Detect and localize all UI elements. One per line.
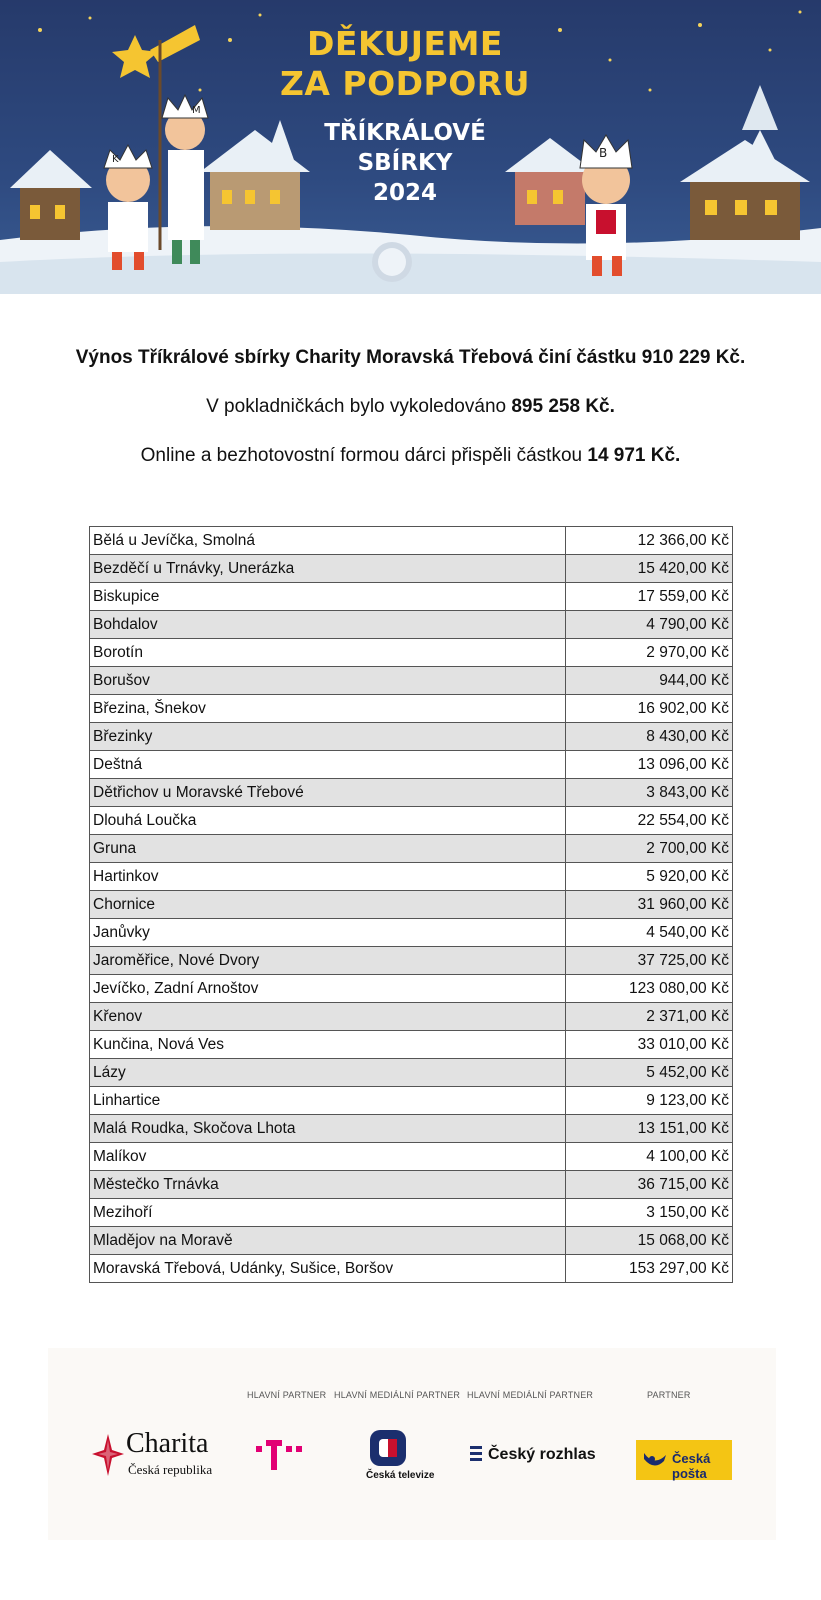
header-banner [0, 0, 821, 294]
row-place: Bohdalov [90, 611, 566, 639]
row-amount: 31 960,00 Kč [566, 891, 733, 919]
row-place: Městečko Trnávka [90, 1171, 566, 1199]
table-row [90, 779, 733, 807]
banner-subtitle-line-3: 2024 [372, 180, 437, 206]
cesky-rozhlas-logo-text: Český rozhlas [488, 1446, 596, 1463]
row-amount: 4 540,00 Kč [566, 919, 733, 947]
telekom-logo-icon [256, 1440, 312, 1472]
table-row [90, 1199, 733, 1227]
ceska-televize-logo-icon [370, 1430, 406, 1468]
banner-subtitle-line-1: TŘÍKRÁLOVÉ [324, 120, 486, 146]
row-amount: 17 559,00 Kč [566, 583, 733, 611]
row-place: Lázy [90, 1059, 566, 1087]
row-place: Bezděčí u Trnávky, Unerázka [90, 555, 566, 583]
row-place: Malíkov [90, 1143, 566, 1171]
row-amount: 15 420,00 Kč [566, 555, 733, 583]
table-row [90, 723, 733, 751]
crown-letter-b: B [599, 146, 608, 160]
charita-logo-text: Charita [126, 1428, 209, 1459]
row-amount: 12 366,00 Kč [566, 527, 733, 555]
row-amount: 5 920,00 Kč [566, 863, 733, 891]
results-table [89, 526, 733, 1283]
table-row [90, 1087, 733, 1115]
row-place: Mezihoří [90, 1199, 566, 1227]
table-row [90, 919, 733, 947]
row-amount: 33 010,00 Kč [566, 1031, 733, 1059]
table-row [90, 807, 733, 835]
row-amount: 37 725,00 Kč [566, 947, 733, 975]
table-row [90, 947, 733, 975]
collection-results-table [89, 526, 733, 1283]
banner-subtitle-line-2: SBÍRKY [357, 150, 453, 176]
label-main-partner: HLAVNÍ PARTNER [247, 1390, 327, 1400]
row-place: Chornice [90, 891, 566, 919]
crown-letter-m: M [192, 105, 201, 116]
ceska-posta-logo [636, 1440, 732, 1480]
charita-logo-subtext: Česká republika [128, 1462, 213, 1477]
online-donations-value: 14 971 Kč. [587, 445, 681, 466]
table-row [90, 1227, 733, 1255]
row-amount: 36 715,00 Kč [566, 1171, 733, 1199]
cash-boxes-value: 895 258 Kč. [511, 396, 615, 417]
label-partner: PARTNER [647, 1390, 691, 1400]
results-table-body [90, 527, 733, 1283]
row-amount: 2 700,00 Kč [566, 835, 733, 863]
online-donations-label: Online a bezhotovostní formou dárci přispěli částkou [140, 445, 588, 466]
table-row [90, 695, 733, 723]
banner-title-line-2: ZA PODPORU [279, 64, 531, 103]
row-place: Křenov [90, 1003, 566, 1031]
row-amount: 13 151,00 Kč [566, 1115, 733, 1143]
row-amount: 15 068,00 Kč [566, 1227, 733, 1255]
table-row [90, 1115, 733, 1143]
row-place: Biskupice [90, 583, 566, 611]
row-place: Deštná [90, 751, 566, 779]
cesky-rozhlas-logo-icon [470, 1446, 484, 1466]
banner-title [250, 24, 560, 104]
crown-letter-k: K [112, 154, 119, 165]
row-amount: 4 790,00 Kč [566, 611, 733, 639]
row-place: Mladějov na Moravě [90, 1227, 566, 1255]
row-amount: 4 100,00 Kč [566, 1143, 733, 1171]
row-place: Moravská Třebová, Udánky, Sušice, Boršov [90, 1255, 566, 1283]
row-amount: 153 297,00 Kč [566, 1255, 733, 1283]
post-horn-icon [642, 1449, 668, 1471]
banner-title-line-1: DĚKUJEME [307, 24, 503, 63]
cash-boxes-label: V pokladničkách bylo vykoledováno [206, 396, 512, 417]
table-row [90, 863, 733, 891]
table-row [90, 891, 733, 919]
table-row [90, 639, 733, 667]
row-amount: 123 080,00 Kč [566, 975, 733, 1003]
ceska-posta-logo-text: Česká pošta [672, 1451, 711, 1481]
online-donations-text [0, 444, 821, 468]
cash-boxes-text [0, 395, 821, 419]
row-amount: 3 843,00 Kč [566, 779, 733, 807]
row-amount: 2 371,00 Kč [566, 1003, 733, 1031]
table-row [90, 555, 733, 583]
table-row [90, 527, 733, 555]
row-place: Gruna [90, 835, 566, 863]
row-place: Dětřichov u Moravské Třebové [90, 779, 566, 807]
row-amount: 9 123,00 Kč [566, 1087, 733, 1115]
row-amount: 3 150,00 Kč [566, 1199, 733, 1227]
row-amount: 944,00 Kč [566, 667, 733, 695]
table-row [90, 975, 733, 1003]
table-row [90, 1255, 733, 1283]
row-amount: 13 096,00 Kč [566, 751, 733, 779]
row-place: Borotín [90, 639, 566, 667]
row-place: Bělá u Jevíčka, Smolná [90, 527, 566, 555]
charita-cross-icon [90, 1432, 126, 1478]
row-place: Hartinkov [90, 863, 566, 891]
intro-summary [0, 346, 821, 493]
total-yield-text: Výnos Tříkrálové sbírky Charity Moravská Třebová činí částku 910 229 Kč. [75, 347, 746, 368]
row-place: Březina, Šnekov [90, 695, 566, 723]
table-row [90, 751, 733, 779]
banner-subtitle [290, 118, 520, 208]
row-amount: 5 452,00 Kč [566, 1059, 733, 1087]
table-row [90, 1031, 733, 1059]
table-row [90, 1143, 733, 1171]
row-amount: 8 430,00 Kč [566, 723, 733, 751]
label-media-partner-1: HLAVNÍ MEDIÁLNÍ PARTNER [334, 1390, 461, 1400]
row-amount: 16 902,00 Kč [566, 695, 733, 723]
table-row [90, 1171, 733, 1199]
table-row [90, 667, 733, 695]
table-row [90, 835, 733, 863]
table-row [90, 1003, 733, 1031]
row-place: Jaroměřice, Nové Dvory [90, 947, 566, 975]
label-media-partner-2: HLAVNÍ MEDIÁLNÍ PARTNER [467, 1390, 594, 1400]
table-row [90, 611, 733, 639]
row-place: Březinky [90, 723, 566, 751]
row-place: Janůvky [90, 919, 566, 947]
row-amount: 2 970,00 Kč [566, 639, 733, 667]
partners-footer [48, 1348, 776, 1540]
row-place: Malá Roudka, Skočova Lhota [90, 1115, 566, 1143]
table-row [90, 1059, 733, 1087]
row-place: Linhartice [90, 1087, 566, 1115]
row-place: Dlouhá Loučka [90, 807, 566, 835]
row-place: Kunčina, Nová Ves [90, 1031, 566, 1059]
table-row [90, 583, 733, 611]
ceska-televize-logo-text: Česká televize [366, 1470, 435, 1481]
row-amount: 22 554,00 Kč [566, 807, 733, 835]
row-place: Jevíčko, Zadní Arnoštov [90, 975, 566, 1003]
row-place: Borušov [90, 667, 566, 695]
